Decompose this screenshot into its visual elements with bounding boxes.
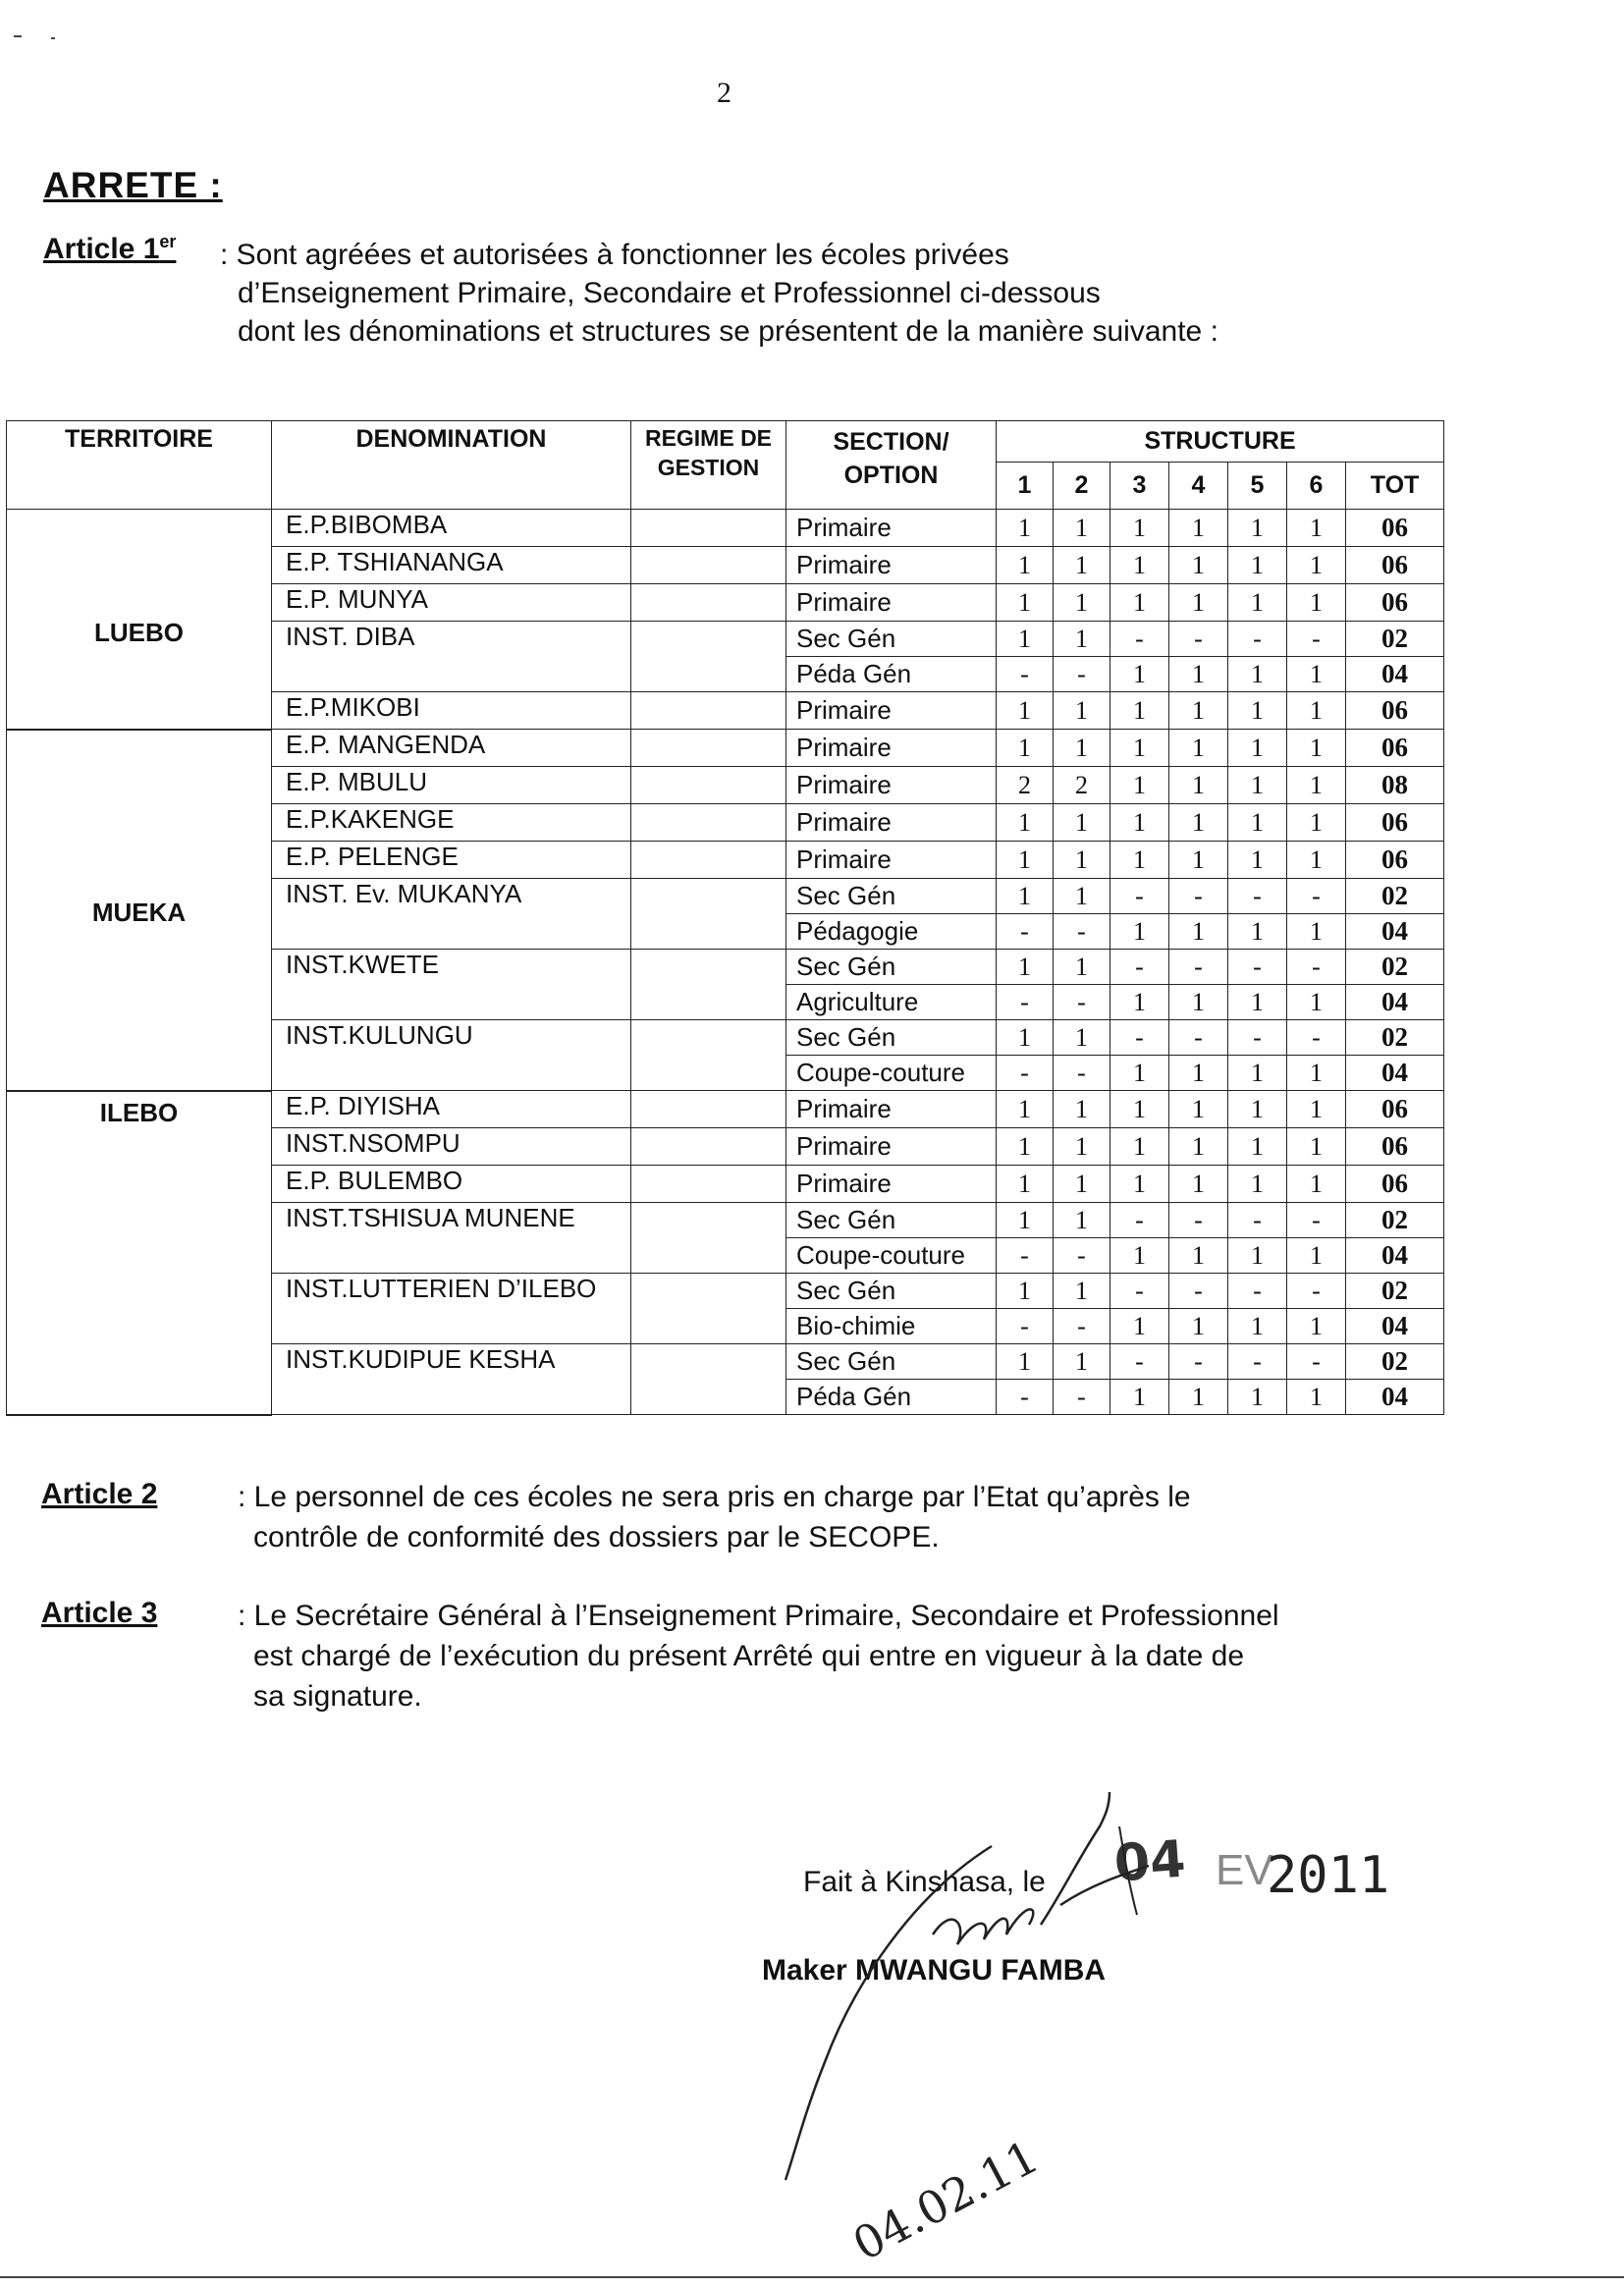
structure-year-6: 1 — [1287, 914, 1346, 950]
structure-year-5: 1 — [1228, 1309, 1287, 1344]
structure-year-4: - — [1169, 622, 1228, 657]
handwritten-day: 04 — [1111, 1829, 1188, 1894]
structure-year-1: 1 — [997, 547, 1054, 584]
structure-year-2: 1 — [1054, 1128, 1110, 1166]
structure-year-2: - — [1054, 985, 1110, 1020]
regime-gestion — [631, 950, 786, 1020]
structure-year-6: - — [1287, 1203, 1346, 1238]
header-col-2: 2 — [1054, 463, 1110, 510]
structure-year-1: 1 — [997, 1344, 1054, 1380]
structure-year-3: 1 — [1110, 657, 1169, 692]
structure-total: 04 — [1346, 1238, 1444, 1274]
structure-year-6: - — [1287, 1344, 1346, 1380]
structure-year-6: 1 — [1287, 657, 1346, 692]
structure-year-2: 1 — [1054, 584, 1110, 622]
article-3-text — [238, 1596, 1465, 1716]
article-1-line: : Sont agréées et autorisées à fonctionner les écoles privées — [220, 239, 1009, 271]
structure-year-1: 1 — [997, 1166, 1054, 1203]
regime-gestion — [631, 547, 786, 584]
structure-year-1: 1 — [997, 1128, 1054, 1166]
structure-year-6: 1 — [1287, 1091, 1346, 1128]
school-name: INST.LUTTERIEN D’ILEBO — [272, 1274, 631, 1344]
school-name: INST.TSHISUA MUNENE — [272, 1203, 631, 1274]
regime-gestion — [631, 1344, 786, 1415]
structure-year-1: 1 — [997, 622, 1054, 657]
structure-total: 08 — [1346, 767, 1444, 804]
structure-year-5: - — [1228, 879, 1287, 914]
structure-year-2: 1 — [1054, 692, 1110, 730]
structure-year-1: 1 — [997, 879, 1054, 914]
section-option: Sec Gén — [786, 1274, 997, 1309]
structure-total: 04 — [1346, 1056, 1444, 1091]
school-name: INST. Ev. MUKANYA — [272, 879, 631, 950]
header-col-4: 4 — [1169, 463, 1228, 510]
structure-year-5: 1 — [1228, 510, 1287, 547]
school-name: INST.KULUNGU — [272, 1020, 631, 1091]
section-option: Coupe-couture — [786, 1238, 997, 1274]
article-3-line: : Le Secrétaire Général à l’Enseignement Primaire, Secondaire et Professionnel — [238, 1600, 1279, 1632]
header-denomination: DENOMINATION — [272, 421, 631, 510]
structure-year-2: 1 — [1054, 804, 1110, 842]
structure-year-5: - — [1228, 950, 1287, 985]
table-row — [7, 730, 1444, 767]
structure-year-6: 1 — [1287, 1380, 1346, 1415]
structure-year-3: - — [1110, 1203, 1169, 1238]
regime-gestion — [631, 1166, 786, 1203]
header-col-3: 3 — [1110, 463, 1169, 510]
territory-name: MUEKA — [7, 730, 272, 1091]
structure-year-5: - — [1228, 1344, 1287, 1380]
structure-total: 02 — [1346, 879, 1444, 914]
school-name: INST. DIBA — [272, 622, 631, 692]
structure-year-4: 1 — [1169, 1380, 1228, 1415]
structure-year-6: - — [1287, 1020, 1346, 1056]
section-option: Bio-chimie — [786, 1309, 997, 1344]
structure-year-1: - — [997, 985, 1054, 1020]
structure-year-5: 1 — [1228, 767, 1287, 804]
structure-total: 04 — [1346, 1309, 1444, 1344]
regime-gestion — [631, 584, 786, 622]
structure-year-6: 1 — [1287, 842, 1346, 879]
structure-year-4: 1 — [1169, 914, 1228, 950]
structure-year-1: 1 — [997, 510, 1054, 547]
structure-year-1: 1 — [997, 950, 1054, 985]
school-name: E.P. PELENGE — [272, 842, 631, 879]
school-name: INST.KUDIPUE KESHA — [272, 1344, 631, 1415]
structure-year-6: - — [1287, 622, 1346, 657]
structure-year-4: 1 — [1169, 657, 1228, 692]
school-name: E.P. MUNYA — [272, 584, 631, 622]
section-option: Sec Gén — [786, 879, 997, 914]
school-name: E.P. MBULU — [272, 767, 631, 804]
structure-year-2: 1 — [1054, 1344, 1110, 1380]
structure-year-5: 1 — [1228, 1128, 1287, 1166]
school-name: INST.NSOMPU — [272, 1128, 631, 1166]
header-section: SECTION/ OPTION — [786, 421, 997, 510]
section-option: Coupe-couture — [786, 1056, 997, 1091]
structure-total: 06 — [1346, 1166, 1444, 1203]
section-option: Péda Gén — [786, 657, 997, 692]
regime-gestion — [631, 510, 786, 547]
regime-gestion — [631, 1020, 786, 1091]
structure-year-5: 1 — [1228, 1238, 1287, 1274]
structure-year-1: - — [997, 1380, 1054, 1415]
table-row — [7, 1091, 1444, 1128]
bottom-rule — [0, 2276, 1624, 2278]
structure-year-3: 1 — [1110, 985, 1169, 1020]
header-territoire: TERRITOIRE — [7, 421, 272, 510]
structure-year-4: 1 — [1169, 584, 1228, 622]
school-name: E.P.BIBOMBA — [272, 510, 631, 547]
school-name: E.P.KAKENGE — [272, 804, 631, 842]
structure-year-4: 1 — [1169, 767, 1228, 804]
structure-year-3: 1 — [1110, 1238, 1169, 1274]
structure-year-3: 1 — [1110, 730, 1169, 767]
structure-year-5: 1 — [1228, 730, 1287, 767]
header-col-1: 1 — [997, 463, 1054, 510]
article-2-text — [238, 1477, 1416, 1557]
structure-year-6: 1 — [1287, 1309, 1346, 1344]
structure-year-1: 1 — [997, 584, 1054, 622]
date-year: 2011 — [1267, 1846, 1390, 1905]
structure-year-3: 1 — [1110, 1091, 1169, 1128]
article-1-label: Article 1er — [43, 232, 177, 265]
structure-year-1: - — [997, 1309, 1054, 1344]
structure-year-3: - — [1110, 622, 1169, 657]
school-name: E.P. TSHIANANGA — [272, 547, 631, 584]
school-name: E.P.MIKOBI — [272, 692, 631, 730]
structure-year-5: 1 — [1228, 1091, 1287, 1128]
section-option: Sec Gén — [786, 1203, 997, 1238]
structure-year-2: 1 — [1054, 842, 1110, 879]
structure-year-2: 1 — [1054, 1203, 1110, 1238]
structure-year-4: - — [1169, 1203, 1228, 1238]
structure-total: 02 — [1346, 950, 1444, 985]
structure-year-3: 1 — [1110, 804, 1169, 842]
structure-year-1: 1 — [997, 730, 1054, 767]
structure-year-2: - — [1054, 657, 1110, 692]
regime-gestion — [631, 1274, 786, 1344]
structure-year-3: - — [1110, 1020, 1169, 1056]
structure-year-3: - — [1110, 879, 1169, 914]
article-1-line: d’Enseignement Primaire, Secondaire et Professionnel ci-dessous — [238, 277, 1101, 309]
structure-year-3: 1 — [1110, 767, 1169, 804]
structure-year-3: 1 — [1110, 1380, 1169, 1415]
scan-artifact — [14, 35, 22, 37]
structure-total: 06 — [1346, 692, 1444, 730]
structure-year-5: 1 — [1228, 985, 1287, 1020]
section-option: Primaire — [786, 804, 997, 842]
structure-year-2: 1 — [1054, 1091, 1110, 1128]
structure-year-5: 1 — [1228, 547, 1287, 584]
structure-total: 06 — [1346, 730, 1444, 767]
structure-total: 02 — [1346, 1020, 1444, 1056]
structure-year-6: 1 — [1287, 692, 1346, 730]
structure-year-3: 1 — [1110, 584, 1169, 622]
structure-year-5: 1 — [1228, 692, 1287, 730]
structure-year-4: 1 — [1169, 692, 1228, 730]
regime-gestion — [631, 1128, 786, 1166]
structure-year-5: - — [1228, 622, 1287, 657]
structure-year-6: - — [1287, 879, 1346, 914]
section-option: Primaire — [786, 1166, 997, 1203]
structure-year-2: 1 — [1054, 622, 1110, 657]
section-option: Pédagogie — [786, 914, 997, 950]
structure-year-3: 1 — [1110, 1128, 1169, 1166]
article-2-line: : Le personnel de ces écoles ne sera pris en charge par l’Etat qu’après le — [238, 1481, 1191, 1513]
structure-year-1: 2 — [997, 767, 1054, 804]
structure-year-3: 1 — [1110, 1166, 1169, 1203]
structure-year-4: - — [1169, 1274, 1228, 1309]
structure-year-6: - — [1287, 950, 1346, 985]
structure-year-2: 2 — [1054, 767, 1110, 804]
place-date: Fait à Kinshasa, le — [803, 1866, 1046, 1898]
structure-year-6: 1 — [1287, 1238, 1346, 1274]
section-option: Sec Gén — [786, 1344, 997, 1380]
structure-year-6: 1 — [1287, 510, 1346, 547]
regime-gestion — [631, 879, 786, 950]
section-option: Péda Gén — [786, 1380, 997, 1415]
structure-total: 06 — [1346, 804, 1444, 842]
structure-year-6: 1 — [1287, 1128, 1346, 1166]
structure-total: 06 — [1346, 1128, 1444, 1166]
article-1-text — [220, 236, 1496, 351]
structure-total: 06 — [1346, 510, 1444, 547]
header-col-5: 5 — [1228, 463, 1287, 510]
header-col-tot: TOT — [1346, 463, 1444, 510]
structure-total: 04 — [1346, 1380, 1444, 1415]
structure-total: 06 — [1346, 842, 1444, 879]
handwritten-date: 04.02.11 — [844, 2129, 1048, 2271]
header-col-6: 6 — [1287, 463, 1346, 510]
section-option: Primaire — [786, 730, 997, 767]
structure-year-4: 1 — [1169, 842, 1228, 879]
schools-table — [6, 420, 1444, 1416]
section-option: Primaire — [786, 692, 997, 730]
structure-year-5: - — [1228, 1203, 1287, 1238]
structure-year-4: - — [1169, 950, 1228, 985]
structure-year-4: 1 — [1169, 1128, 1228, 1166]
structure-year-2: 1 — [1054, 510, 1110, 547]
structure-total: 04 — [1346, 657, 1444, 692]
section-option: Primaire — [786, 1091, 997, 1128]
section-option: Primaire — [786, 547, 997, 584]
regime-gestion — [631, 842, 786, 879]
structure-year-6: 1 — [1287, 730, 1346, 767]
structure-year-5: 1 — [1228, 657, 1287, 692]
structure-year-3: 1 — [1110, 914, 1169, 950]
article-1-line: dont les dénominations et structures se présentent de la manière suivante : — [238, 315, 1218, 348]
structure-year-2: 1 — [1054, 1166, 1110, 1203]
date-stamp-fragment: EV — [1216, 1846, 1273, 1894]
school-name: INST.KWETE — [272, 950, 631, 1020]
structure-year-3: 1 — [1110, 547, 1169, 584]
structure-total: 06 — [1346, 1091, 1444, 1128]
structure-total: 02 — [1346, 1203, 1444, 1238]
structure-year-2: 1 — [1054, 1274, 1110, 1309]
structure-total: 06 — [1346, 584, 1444, 622]
regime-gestion — [631, 692, 786, 730]
structure-year-6: 1 — [1287, 547, 1346, 584]
structure-year-2: - — [1054, 1056, 1110, 1091]
structure-year-1: - — [997, 1056, 1054, 1091]
article-2-line: contrôle de conformité des dossiers par le SECOPE. — [253, 1521, 940, 1553]
structure-year-2: - — [1054, 1380, 1110, 1415]
structure-year-1: 1 — [997, 1091, 1054, 1128]
regime-gestion — [631, 730, 786, 767]
structure-year-2: 1 — [1054, 879, 1110, 914]
page-number: 2 — [717, 77, 731, 109]
structure-year-4: - — [1169, 1344, 1228, 1380]
header-structure: STRUCTURE — [997, 421, 1444, 463]
section-option: Agriculture — [786, 985, 997, 1020]
structure-year-1: - — [997, 1238, 1054, 1274]
structure-year-1: 1 — [997, 1203, 1054, 1238]
structure-year-5: 1 — [1228, 842, 1287, 879]
regime-gestion — [631, 804, 786, 842]
structure-year-3: - — [1110, 1344, 1169, 1380]
article-3-line: sa signature. — [253, 1680, 422, 1713]
section-option: Sec Gén — [786, 950, 997, 985]
structure-year-3: 1 — [1110, 842, 1169, 879]
territory-name: ILEBO — [7, 1091, 272, 1415]
structure-year-6: 1 — [1287, 767, 1346, 804]
structure-year-6: 1 — [1287, 804, 1346, 842]
structure-year-6: 1 — [1287, 1166, 1346, 1203]
structure-year-2: 1 — [1054, 950, 1110, 985]
structure-year-1: 1 — [997, 1020, 1054, 1056]
article-3-line: est chargé de l’exécution du présent Arrêté qui entre en vigueur à la date de — [253, 1640, 1244, 1672]
structure-year-1: - — [997, 914, 1054, 950]
structure-year-4: 1 — [1169, 1309, 1228, 1344]
structure-year-5: 1 — [1228, 1380, 1287, 1415]
regime-gestion — [631, 1091, 786, 1128]
structure-year-6: - — [1287, 1274, 1346, 1309]
structure-year-1: 1 — [997, 804, 1054, 842]
structure-year-4: 1 — [1169, 1238, 1228, 1274]
school-name: E.P. DIYISHA — [272, 1091, 631, 1128]
signer-name: Maker MWANGU FAMBA — [762, 1954, 1107, 1987]
section-option: Sec Gén — [786, 622, 997, 657]
structure-total: 02 — [1346, 622, 1444, 657]
structure-total: 02 — [1346, 1274, 1444, 1309]
structure-total: 06 — [1346, 547, 1444, 584]
section-option: Primaire — [786, 584, 997, 622]
structure-year-2: 1 — [1054, 730, 1110, 767]
structure-year-2: 1 — [1054, 547, 1110, 584]
regime-gestion — [631, 1203, 786, 1274]
structure-year-5: 1 — [1228, 914, 1287, 950]
regime-gestion — [631, 767, 786, 804]
structure-year-1: - — [997, 657, 1054, 692]
structure-year-5: 1 — [1228, 1056, 1287, 1091]
table-row — [7, 510, 1444, 547]
structure-year-2: - — [1054, 1238, 1110, 1274]
structure-year-5: - — [1228, 1020, 1287, 1056]
structure-year-4: 1 — [1169, 1091, 1228, 1128]
regime-gestion — [631, 622, 786, 692]
section-option: Primaire — [786, 767, 997, 804]
structure-year-3: - — [1110, 950, 1169, 985]
scan-artifact — [51, 37, 55, 39]
structure-year-6: 1 — [1287, 985, 1346, 1020]
structure-year-5: 1 — [1228, 584, 1287, 622]
structure-year-4: 1 — [1169, 985, 1228, 1020]
article-3-label: Article 3 — [41, 1597, 158, 1629]
article-2-label: Article 2 — [41, 1478, 158, 1510]
structure-year-4: - — [1169, 879, 1228, 914]
structure-year-6: 1 — [1287, 584, 1346, 622]
structure-year-4: 1 — [1169, 804, 1228, 842]
section-option: Primaire — [786, 1128, 997, 1166]
structure-year-3: 1 — [1110, 692, 1169, 730]
section-option: Sec Gén — [786, 1020, 997, 1056]
structure-year-4: 1 — [1169, 547, 1228, 584]
structure-year-1: 1 — [997, 692, 1054, 730]
structure-total: 04 — [1346, 985, 1444, 1020]
structure-year-4: 1 — [1169, 510, 1228, 547]
structure-year-1: 1 — [997, 842, 1054, 879]
territory-name: LUEBO — [7, 510, 272, 730]
structure-year-3: 1 — [1110, 510, 1169, 547]
structure-year-6: 1 — [1287, 1056, 1346, 1091]
section-option: Primaire — [786, 510, 997, 547]
structure-year-5: 1 — [1228, 804, 1287, 842]
structure-year-4: 1 — [1169, 730, 1228, 767]
header-regime: REGIME DE GESTION — [631, 421, 786, 510]
structure-year-2: - — [1054, 1309, 1110, 1344]
structure-year-4: 1 — [1169, 1056, 1228, 1091]
school-name: E.P. BULEMBO — [272, 1166, 631, 1203]
section-option: Primaire — [786, 842, 997, 879]
structure-year-1: 1 — [997, 1274, 1054, 1309]
structure-year-2: 1 — [1054, 1020, 1110, 1056]
structure-total: 04 — [1346, 914, 1444, 950]
school-name: E.P. MANGENDA — [272, 730, 631, 767]
structure-year-3: - — [1110, 1274, 1169, 1309]
structure-year-2: - — [1054, 914, 1110, 950]
section-heading: ARRETE : — [43, 165, 223, 205]
structure-year-4: 1 — [1169, 1166, 1228, 1203]
structure-year-5: - — [1228, 1274, 1287, 1309]
structure-total: 02 — [1346, 1344, 1444, 1380]
structure-year-4: - — [1169, 1020, 1228, 1056]
structure-year-3: 1 — [1110, 1056, 1169, 1091]
structure-year-5: 1 — [1228, 1166, 1287, 1203]
structure-year-3: 1 — [1110, 1309, 1169, 1344]
